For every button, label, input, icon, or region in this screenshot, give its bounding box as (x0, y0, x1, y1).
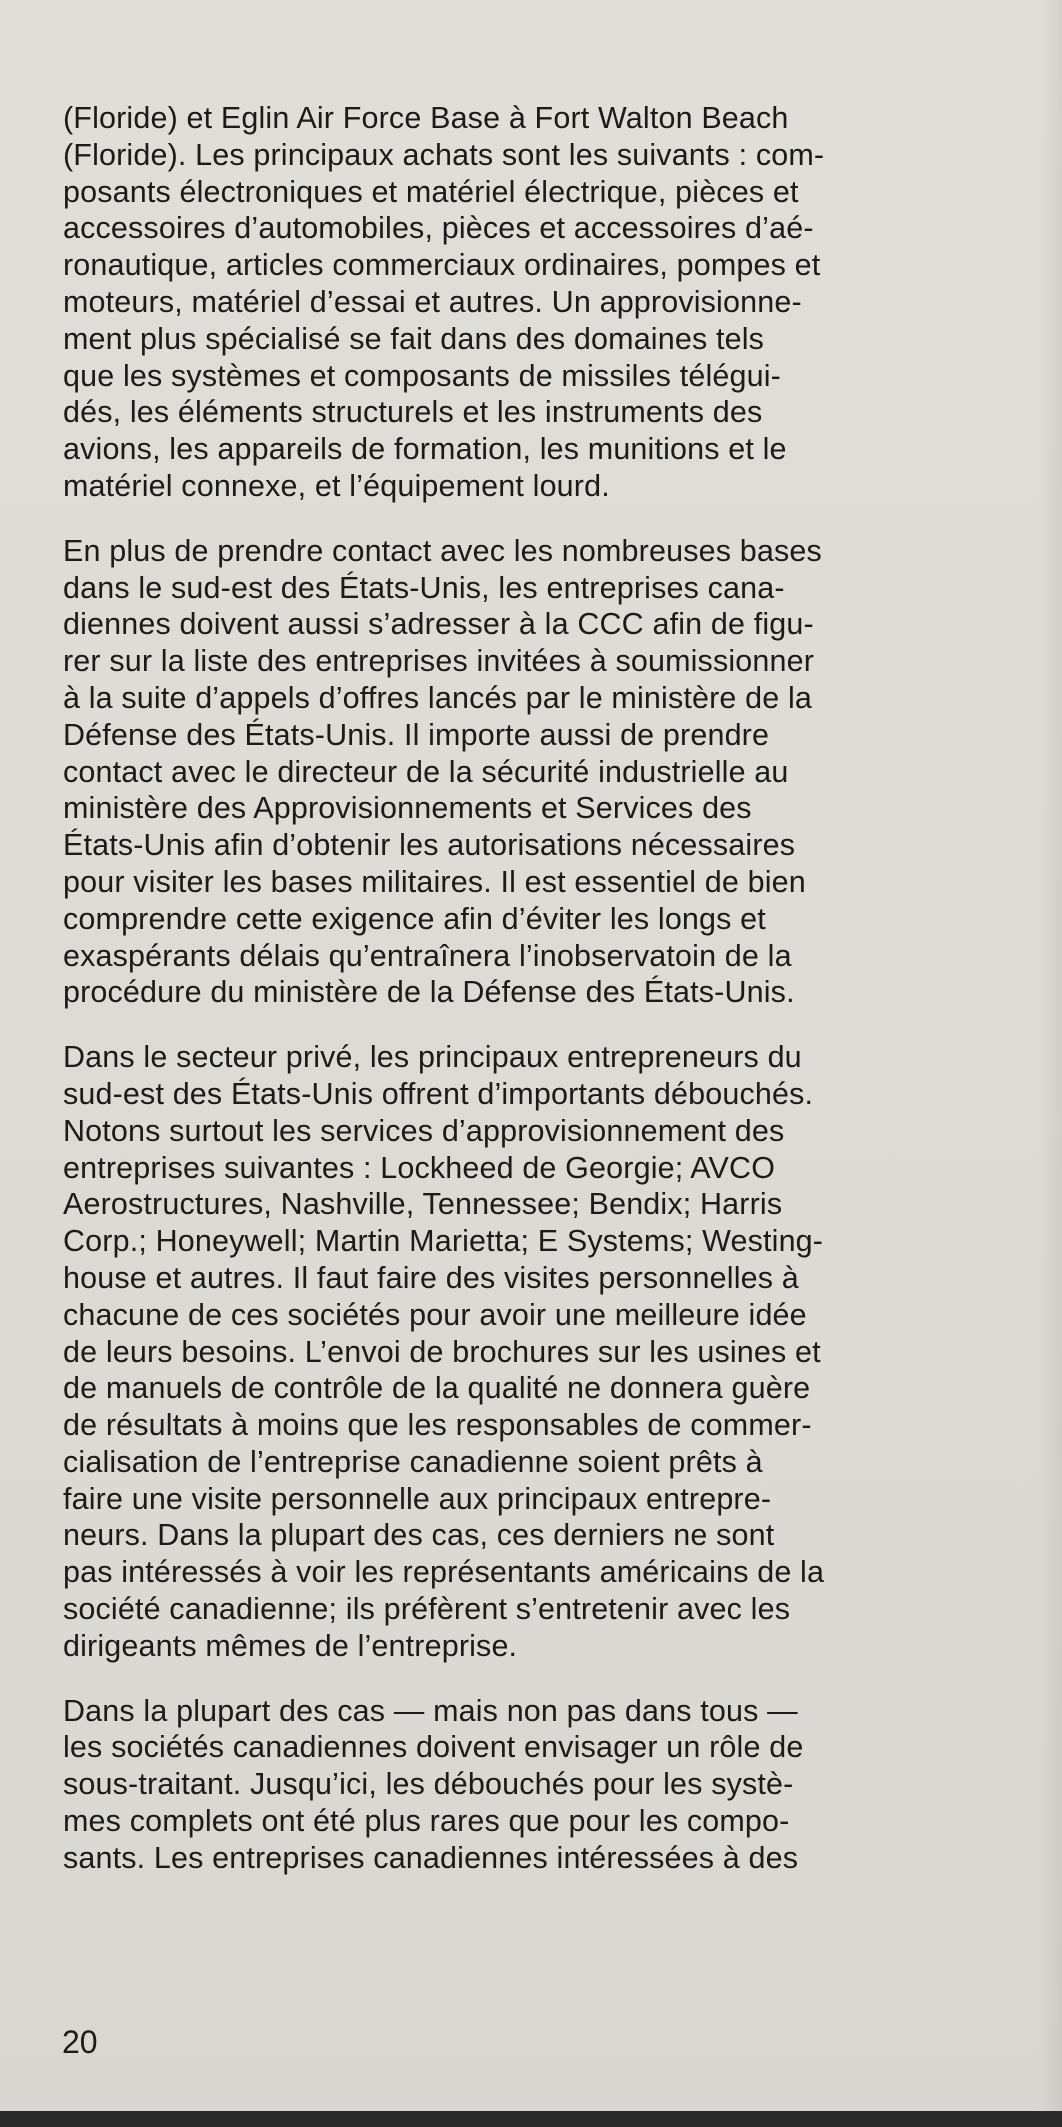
text-line: société canadienne; ils préfèrent s’entretenir avec les (63, 1592, 791, 1627)
paragraph-3 (63, 1039, 1003, 1665)
text-line: house et autres. Il faut faire des visites personnelles à (63, 1260, 799, 1295)
text-line: cialisation de l’entreprise canadienne soient prêts à (63, 1444, 763, 1479)
text-line: Notons surtout les services d’approvisionnement des (63, 1113, 785, 1148)
text-line: chacune de ces sociétés pour avoir une meilleure idée (63, 1297, 807, 1332)
text-line: à la suite d’appels d’offres lancés par le ministère de la (63, 680, 813, 715)
text-line: Dans la plupart des cas — mais non pas dans tous — (63, 1693, 798, 1728)
text-line: pas intéressés à voir les représentants américains de la (63, 1555, 825, 1590)
text-line: ronautique, articles commerciaux ordinaires, pompes et (63, 248, 821, 283)
text-line: Défense des États-Unis. Il importe aussi de prendre (63, 717, 770, 752)
text-line: dans le sud-est des États-Unis, les entreprises cana- (63, 570, 785, 605)
text-line: avions, les appareils de formation, les munitions et le (63, 432, 787, 467)
text-line: Corp.; Honeywell; Martin Marietta; E Systems; Westing- (63, 1224, 824, 1259)
text-line: En plus de prendre contact avec les nombreuses bases (63, 533, 822, 568)
text-line: dirigeants mêmes de l’entreprise. (63, 1628, 518, 1663)
text-line: dés, les éléments structurels et les instruments des (63, 395, 763, 430)
text-line: Aerostructures, Nashville, Tennessee; Bendix; Harris (63, 1187, 783, 1222)
body-text (63, 100, 1003, 1905)
paragraph-1 (63, 100, 1003, 505)
text-line: que les systèmes et composants de missiles télégui- (63, 358, 781, 393)
text-line: (Floride). Les principaux achats sont les suivants : com- (63, 137, 825, 172)
text-line: États-Unis afin d’obtenir les autorisations nécessaires (63, 828, 796, 863)
page-number: 20 (62, 2024, 98, 2060)
text-line: (Floride) et Eglin Air Force Base à Fort Walton Beach (63, 101, 789, 135)
text-line: moteurs, matériel d’essai et autres. Un approvisionne- (63, 284, 802, 319)
page-edge-shadow (1038, 0, 1062, 2127)
text-line: contact avec le directeur de la sécurité industrielle au (63, 754, 789, 789)
text-line: comprendre cette exigence afin d’éviter les longs et (63, 901, 766, 936)
paragraph-4 (63, 1693, 1003, 1877)
text-line: Dans le secteur privé, les principaux entrepreneurs du (63, 1040, 802, 1075)
text-line: neurs. Dans la plupart des cas, ces derniers ne sont (63, 1518, 775, 1553)
text-line: rer sur la liste des entreprises invitées à soumissionner (63, 644, 815, 679)
paragraph-2 (63, 533, 1003, 1011)
text-line: entreprises suivantes : Lockheed de Georgie; AVCO (63, 1150, 776, 1185)
text-line: diennes doivent aussi s’adresser à la CCC afin de figu- (63, 607, 814, 642)
text-line: de résultats à moins que les responsables de commer- (63, 1408, 812, 1443)
text-line: accessoires d’automobiles, pièces et accessoires d’aé- (63, 211, 814, 246)
text-line: ment plus spécialisé se fait dans des domaines tels (63, 321, 765, 356)
text-line: de manuels de contrôle de la qualité ne donnera guère (63, 1371, 811, 1406)
text-line: procédure du ministère de la Défense des États-Unis. (63, 975, 795, 1010)
text-line: ministère des Approvisionnements et Services des (63, 791, 752, 826)
text-line: de leurs besoins. L’envoi de brochures sur les usines et (63, 1334, 821, 1369)
text-line: pour visiter les bases militaires. Il est essentiel de bien (63, 864, 806, 899)
page-bottom-edge (0, 2111, 1062, 2127)
text-line: posants électroniques et matériel électrique, pièces et (63, 174, 799, 209)
text-line: sants. Les entreprises canadiennes intéressées à des (63, 1840, 799, 1875)
text-line: mes complets ont été plus rares que pour les compo- (63, 1804, 790, 1839)
text-line: sous-traitant. Jusqu’ici, les débouchés pour les systè- (63, 1767, 794, 1802)
text-line: exaspérants délais qu’entraînera l’inobservatoin de la (63, 938, 792, 973)
text-line: matériel connexe, et l’équipement lourd. (63, 468, 610, 503)
text-line: les sociétés canadiennes doivent envisager un rôle de (63, 1730, 804, 1765)
text-line: sud-est des États-Unis offrent d’importants débouchés. (63, 1076, 814, 1111)
text-line: faire une visite personnelle aux principaux entrepre- (63, 1481, 772, 1516)
